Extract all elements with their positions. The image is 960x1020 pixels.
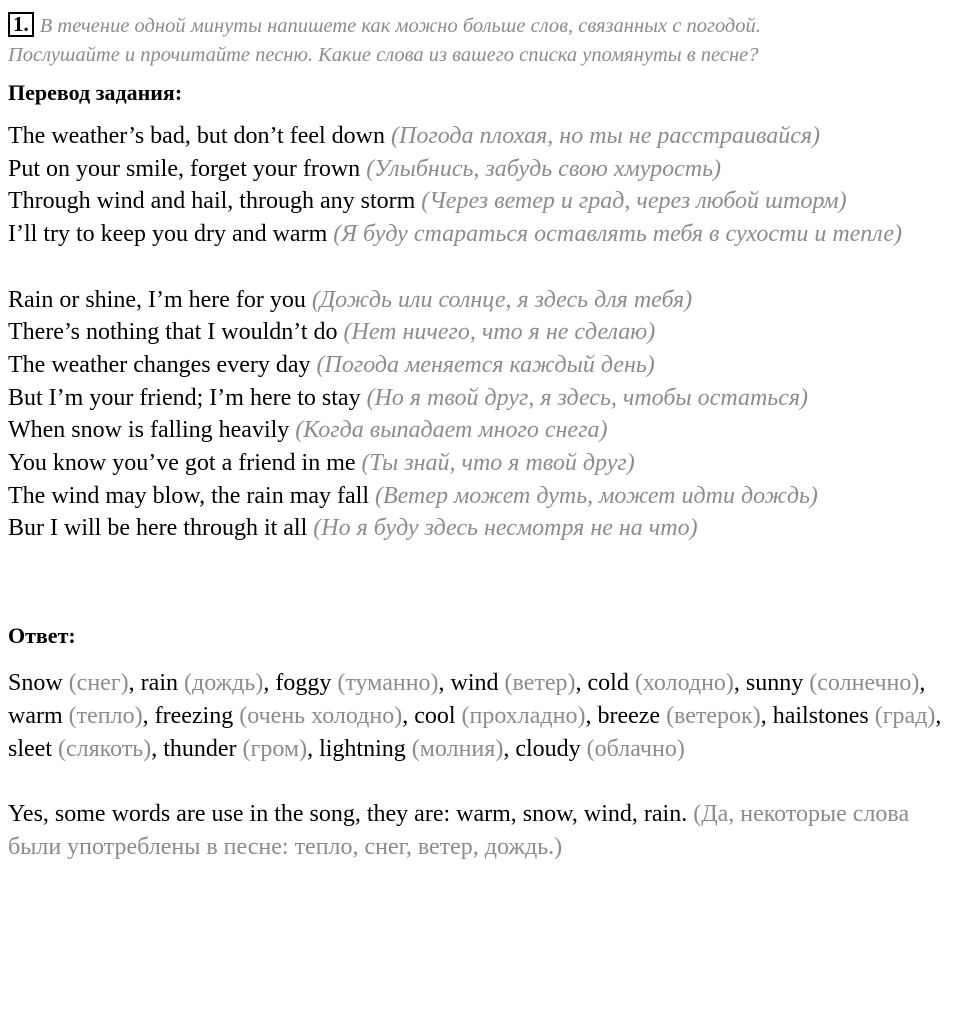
- word-en: breeze: [597, 702, 661, 729]
- word-ru: (гром): [242, 735, 308, 762]
- word-en: Snow: [8, 670, 63, 697]
- song-line: [8, 153, 956, 186]
- word-ru: (град): [874, 702, 936, 729]
- word-ru: (прохладно): [461, 702, 586, 729]
- song-line: [8, 382, 956, 415]
- song-line-ru: (Дождь или солнце, я здесь для тебя): [311, 286, 693, 313]
- song-line-en: The wind may blow, the rain may fall: [8, 482, 370, 509]
- task-line-1: [8, 12, 956, 41]
- word-ru: (ветерок): [666, 702, 761, 729]
- word-ru: (дождь): [183, 670, 264, 697]
- word-en: cool: [414, 702, 456, 729]
- conclusion-en: Yes, some words are use in the song, they are: warm, snow, wind, rain.: [8, 800, 688, 827]
- word-ru: (молния): [411, 735, 504, 762]
- song-line: [8, 512, 956, 545]
- translation-heading: Перевод задания:: [8, 80, 183, 105]
- conclusion-ru: (Да, некоторые слова были употреблены в песне: тепло, снег, ветер, дождь.): [8, 800, 910, 860]
- word-en: wind: [450, 670, 499, 697]
- song-line-ru: (Но я буду здесь несмотря не на что): [313, 515, 698, 542]
- document-page: [8, 0, 956, 863]
- song-line-ru: (Через ветер и град, через любой шторм): [421, 188, 847, 215]
- word-en: foggy: [275, 670, 332, 697]
- word-ru: (тепло): [68, 702, 143, 729]
- answer-heading: Ответ:: [8, 623, 76, 649]
- word-en: lightning: [319, 735, 406, 762]
- song-line-ru: (Я буду стараться оставлять тебя в сухости и тепле): [333, 221, 903, 248]
- song-line: [8, 185, 956, 218]
- paragraph-gap: [8, 765, 956, 798]
- word-en: warm: [8, 702, 63, 729]
- task-number: 1.: [8, 12, 34, 37]
- task-text-1: В течение одной минуты напишете как можно больше слов, связанных с погодой.: [39, 15, 761, 37]
- song-line: [8, 349, 956, 382]
- word-ru: (холодно): [634, 670, 734, 697]
- task-statement: [8, 12, 956, 70]
- song-line: [8, 414, 956, 447]
- song-line-en: I’ll try to keep you dry and warm: [8, 221, 328, 248]
- song-lines: [8, 120, 956, 545]
- word-ru: (очень холодно): [239, 702, 403, 729]
- word-en: sunny: [745, 670, 804, 697]
- song-line-ru: (Ты знай, что я твой друг): [361, 450, 635, 477]
- word-en: cold: [587, 670, 629, 697]
- word-ru: (солнечно): [809, 670, 920, 697]
- task-text-2: Послушайте и прочитайте песню. Какие слова из вашего списка упомянуты в песне?: [8, 44, 759, 66]
- song-line-en: Bur I will be here through it all: [8, 515, 308, 542]
- song-line-en: The weather’s bad, but don’t feel down: [8, 123, 386, 149]
- song-line-en: But I’m your friend; I’m here to stay: [8, 384, 361, 411]
- word-en: hailstones: [772, 702, 869, 729]
- stanza-gap: [8, 251, 956, 284]
- word-en: sleet: [8, 735, 52, 762]
- answer-conclusion: [8, 798, 956, 863]
- song-line: [8, 447, 956, 480]
- song-line: [8, 480, 956, 513]
- word-ru: (облачно): [586, 735, 685, 762]
- answer-words: Snow (снег), rain (дождь), foggy (туманно), wind (ветер), cold (холодно), sunny (солнечно), warm (тепло), freezing (очень холодно), cool (прохладно), breeze (ветерок), hailstones (град), sleet (слякоть), thunder (гром), lightning (молния), cloudy (облачно) Yes, some words are use in the song, they are: warm, snow, wind, rain. (Да, некоторые слова были употреблены в песне: тепло, снег, ветер, дождь.): [8, 667, 956, 863]
- song-line-ru: (Улыбнись, забудь свою хмурость): [366, 155, 722, 182]
- word-en: cloudy: [515, 735, 581, 762]
- song-line-en: There’s nothing that I wouldn’t do: [8, 319, 338, 346]
- song-line-en: The weather changes every day: [8, 351, 311, 378]
- word-ru: (туманно): [337, 670, 439, 697]
- song-line-ru: (Погода меняется каждый день): [316, 351, 655, 378]
- word-en: freezing: [154, 702, 234, 729]
- word-en: thunder: [163, 735, 237, 762]
- word-ru: (ветер): [504, 670, 576, 697]
- song-line-en: Rain or shine, I’m here for you: [8, 286, 306, 313]
- song-line-en: You know you’ve got a friend in me: [8, 450, 356, 477]
- song-line-ru: (Когда выпадает много снега): [295, 417, 608, 444]
- song-line-ru: (Погода плохая, но ты не расстраивайся): [391, 123, 821, 149]
- song-line: [8, 120, 956, 153]
- word-ru: (слякоть): [57, 735, 152, 762]
- song-line-en: Put on your smile, forget your frown: [8, 155, 361, 182]
- word-en: rain: [140, 670, 178, 697]
- song-line-en: Through wind and hail, through any storm: [8, 188, 416, 215]
- song-line: [8, 316, 956, 349]
- song-line-ru: (Нет ничего, что я не сделаю): [343, 319, 656, 346]
- song-line: [8, 284, 956, 317]
- song-line-ru: (Но я твой друг, я здесь, чтобы остаться): [366, 384, 808, 411]
- song-line: [8, 218, 956, 251]
- song-line-ru: (Ветер может дуть, может идти дождь): [375, 482, 818, 509]
- song-line-en: When snow is falling heavily: [8, 417, 290, 444]
- word-ru: (снег): [68, 670, 129, 697]
